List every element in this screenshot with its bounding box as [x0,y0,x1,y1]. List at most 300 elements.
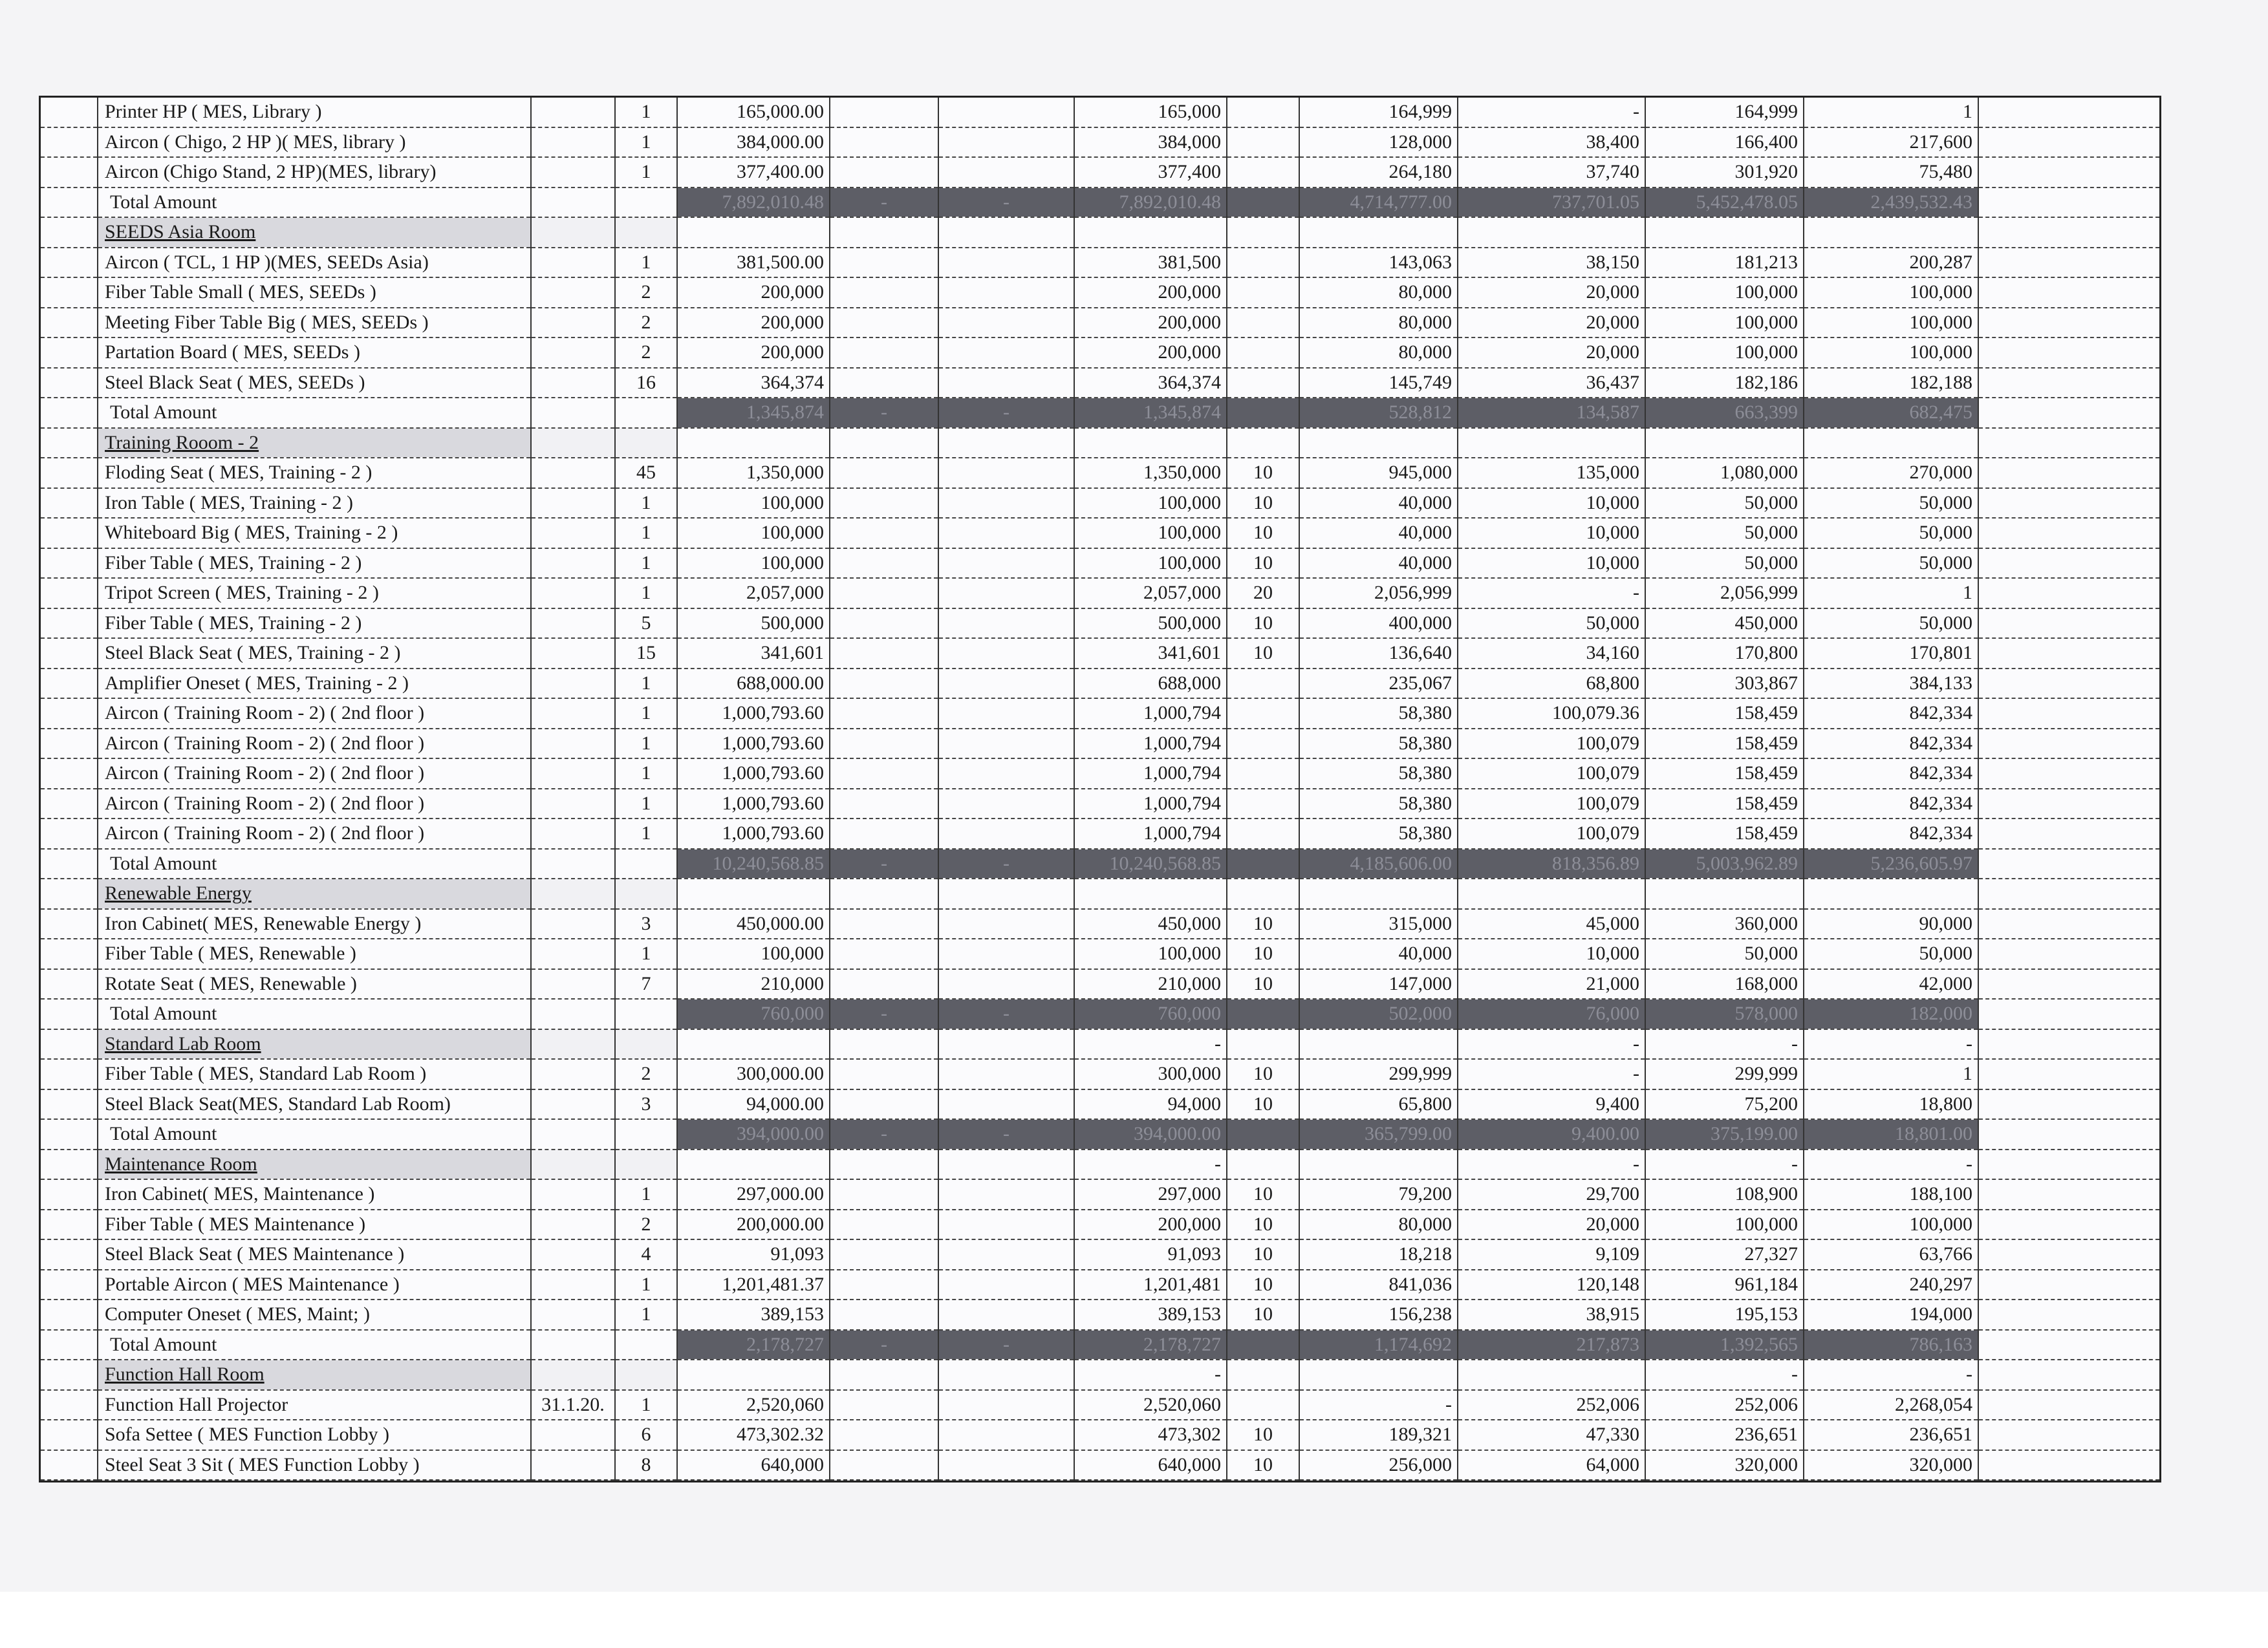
cell-date [531,1360,615,1390]
table-row [41,368,2159,398]
cell-name: Computer Oneset ( MES, Maint; ) [98,1300,531,1330]
cell-c6: - [938,187,1074,218]
cell-c6 [938,1059,1074,1089]
cell-blank [1978,1059,2159,1089]
cell-blank [1978,1150,2159,1180]
cell-nbv: - [1804,1150,1978,1180]
cell-total-dep: 158,459 [1645,729,1804,759]
cell-accum: 136,640 [1299,638,1458,669]
cell-blank [1978,789,2159,819]
cell-qty: 1 [615,98,677,127]
cell-c5 [830,1360,938,1390]
cell-c6 [938,217,1074,248]
cell-c6 [938,157,1074,187]
cell-total-dep: 50,000 [1645,939,1804,969]
cell-nbv: 2,268,054 [1804,1390,1978,1420]
cell-blank [41,1119,98,1150]
cell-dep: 135,000 [1458,458,1645,488]
cell-total-dep: 158,459 [1645,758,1804,789]
cell-cost2: 394,000.00 [1074,1119,1227,1150]
cell-total-dep: 100,000 [1645,337,1804,368]
cell-nbv: 100,000 [1804,1210,1978,1240]
cell-c5 [830,1029,938,1060]
cell-blank [41,1390,98,1420]
cell-qty: 2 [615,1059,677,1089]
table-row [41,1300,2159,1330]
cell-total-dep: 27,327 [1645,1239,1804,1270]
cell-c6 [938,578,1074,608]
cell-rate [1227,879,1299,909]
table-row [41,1059,2159,1089]
cell-cost: 165,000.00 [677,98,830,127]
cell-c6 [938,277,1074,308]
cell-qty: 1 [615,1390,677,1420]
cell-nbv: 236,651 [1804,1420,1978,1450]
cell-c5 [830,939,938,969]
cell-nbv: 217,600 [1804,127,1978,158]
cell-blank [1978,909,2159,939]
cell-blank [1978,1029,2159,1060]
cell-c6: - [938,1119,1074,1150]
cell-rate: 10 [1227,608,1299,639]
table-row [41,1239,2159,1270]
cell-rate: 10 [1227,1059,1299,1089]
cell-dep: 9,109 [1458,1239,1645,1270]
cell-blank [41,1179,98,1210]
cell-c5 [830,127,938,158]
cell-date [531,789,615,819]
asset-table [41,98,2159,1481]
cell-dep: 64,000 [1458,1450,1645,1481]
cell-date [531,969,615,1000]
cell-rate [1227,308,1299,338]
cell-cost: 389,153 [677,1300,830,1330]
cell-dep: 10,000 [1458,488,1645,519]
cell-qty: 1 [615,488,677,519]
table-row [41,127,2159,158]
cell-cost: 1,000,793.60 [677,789,830,819]
cell-blank [41,909,98,939]
cell-cost: 91,093 [677,1239,830,1270]
table-row [41,488,2159,519]
cell-name: Total Amount [98,1119,531,1150]
cell-cost: 1,000,793.60 [677,819,830,849]
cell-total-dep: 195,153 [1645,1300,1804,1330]
cell-rate: 10 [1227,518,1299,548]
cell-dep: 100,079 [1458,729,1645,759]
cell-dep: 68,800 [1458,669,1645,699]
cell-c5 [830,1390,938,1420]
cell-blank [41,518,98,548]
table-row [41,669,2159,699]
cell-nbv: 100,000 [1804,337,1978,368]
cell-qty [615,849,677,879]
cell-date [531,1420,615,1450]
cell-blank [41,1059,98,1089]
cell-rate: 10 [1227,548,1299,579]
cell-date [531,368,615,398]
cell-rate [1227,1150,1299,1180]
cell-c6 [938,1210,1074,1240]
cell-cost2: 1,000,794 [1074,819,1227,849]
cell-blank [41,1270,98,1300]
cell-c5 [830,789,938,819]
cell-cost: 100,000 [677,939,830,969]
cell-qty [615,999,677,1029]
cell-name: Total Amount [98,999,531,1029]
cell-name: Printer HP ( MES, Library ) [98,98,531,127]
cell-dep: 20,000 [1458,277,1645,308]
cell-c5 [830,1270,938,1300]
cell-cost2: - [1074,1029,1227,1060]
cell-rate [1227,277,1299,308]
cell-c5 [830,758,938,789]
cell-blank [1978,98,2159,127]
cell-c5 [830,458,938,488]
cell-date [531,999,615,1029]
cell-total-dep [1645,879,1804,909]
cell-date [531,819,615,849]
total-row [41,398,2159,428]
cell-c5 [830,98,938,127]
cell-blank [1978,669,2159,699]
cell-nbv: - [1804,1360,1978,1390]
cell-c5 [830,368,938,398]
cell-nbv: 2,439,532.43 [1804,187,1978,218]
total-row [41,1119,2159,1150]
cell-rate [1227,187,1299,218]
cell-date [531,308,615,338]
cell-name: Steel Black Seat ( MES, SEEDs ) [98,368,531,398]
cell-blank [41,608,98,639]
cell-accum: 80,000 [1299,277,1458,308]
cell-blank [41,1330,98,1360]
cell-c5 [830,1210,938,1240]
cell-name: Iron Cabinet( MES, Renewable Energy ) [98,909,531,939]
cell-rate [1227,1360,1299,1390]
cell-nbv: 50,000 [1804,608,1978,639]
cell-blank [1978,458,2159,488]
cell-qty: 1 [615,939,677,969]
cell-cost2: 381,500 [1074,248,1227,278]
cell-c5 [830,578,938,608]
cell-c6 [938,1420,1074,1450]
cell-dep: 38,150 [1458,248,1645,278]
cell-cost: 377,400.00 [677,157,830,187]
cell-cost: 200,000 [677,337,830,368]
cell-accum: 58,380 [1299,819,1458,849]
cell-name: Fiber Table ( MES, Training - 2 ) [98,548,531,579]
cell-nbv: 1 [1804,1059,1978,1089]
cell-rate: 10 [1227,488,1299,519]
table-row [41,909,2159,939]
cell-cost2: 200,000 [1074,1210,1227,1240]
cell-c6 [938,939,1074,969]
cell-dep: 100,079 [1458,819,1645,849]
cell-c6 [938,608,1074,639]
cell-c5 [830,337,938,368]
table-row [41,548,2159,579]
cell-nbv [1804,879,1978,909]
cell-nbv: 270,000 [1804,458,1978,488]
cell-blank [1978,939,2159,969]
cell-cost: 100,000 [677,548,830,579]
cell-qty [615,1119,677,1150]
cell-cost: 2,520,060 [677,1390,830,1420]
cell-rate: 10 [1227,458,1299,488]
cell-qty: 2 [615,277,677,308]
section-header-row [41,428,2159,458]
cell-c5 [830,1420,938,1450]
cell-blank [41,428,98,458]
cell-c6 [938,1360,1074,1390]
cell-c6 [938,969,1074,1000]
cell-nbv: 42,000 [1804,969,1978,1000]
cell-date [531,909,615,939]
cell-dep: 34,160 [1458,638,1645,669]
cell-total-dep [1645,428,1804,458]
cell-name: Function Hall Room [98,1360,531,1390]
cell-rate: 10 [1227,638,1299,669]
cell-cost [677,1150,830,1180]
cell-blank [1978,879,2159,909]
cell-accum: 945,000 [1299,458,1458,488]
cell-qty [615,187,677,218]
cell-cost2: 1,000,794 [1074,698,1227,729]
cell-c5 [830,638,938,669]
cell-dep: 21,000 [1458,969,1645,1000]
cell-date [531,1210,615,1240]
cell-cost2: 364,374 [1074,368,1227,398]
cell-name: Portable Aircon ( MES Maintenance ) [98,1270,531,1300]
cell-date [531,638,615,669]
cell-c6: - [938,1330,1074,1360]
cell-accum: 156,238 [1299,1300,1458,1330]
cell-nbv: - [1804,1029,1978,1060]
cell-date [531,1330,615,1360]
cell-dep: 20,000 [1458,308,1645,338]
table-row [41,729,2159,759]
cell-blank [1978,1420,2159,1450]
cell-c5 [830,1300,938,1330]
cell-qty: 4 [615,1239,677,1270]
cell-cost2: 2,057,000 [1074,578,1227,608]
cell-qty: 1 [615,729,677,759]
cell-blank [1978,488,2159,519]
cell-dep: 100,079.36 [1458,698,1645,729]
cell-total-dep: 236,651 [1645,1420,1804,1450]
cell-name: Total Amount [98,849,531,879]
cell-rate: 20 [1227,578,1299,608]
cell-c6 [938,638,1074,669]
cell-date [531,669,615,699]
cell-nbv: 240,297 [1804,1270,1978,1300]
section-header-row [41,217,2159,248]
cell-cost2: 1,350,000 [1074,458,1227,488]
cell-name: Whiteboard Big ( MES, Training - 2 ) [98,518,531,548]
cell-total-dep: 299,999 [1645,1059,1804,1089]
cell-nbv [1804,428,1978,458]
cell-c5 [830,1179,938,1210]
cell-accum: - [1299,1390,1458,1420]
cell-nbv: 842,334 [1804,729,1978,759]
cell-total-dep: 158,459 [1645,819,1804,849]
cell-nbv: 100,000 [1804,277,1978,308]
cell-c6 [938,248,1074,278]
cell-rate [1227,217,1299,248]
cell-blank [1978,849,2159,879]
cell-c5 [830,909,938,939]
cell-nbv: 75,480 [1804,157,1978,187]
cell-blank [41,849,98,879]
cell-c5 [830,729,938,759]
cell-qty: 1 [615,669,677,699]
section-header-row [41,1029,2159,1060]
section-header-row [41,1150,2159,1180]
cell-dep: - [1458,1150,1645,1180]
cell-date [531,1089,615,1120]
table-row [41,1179,2159,1210]
cell-blank [41,669,98,699]
cell-name: Aircon (Chigo Stand, 2 HP)(MES, library) [98,157,531,187]
cell-blank [1978,157,2159,187]
cell-cost: 100,000 [677,518,830,548]
cell-cost2: 200,000 [1074,337,1227,368]
cell-rate: 10 [1227,1089,1299,1120]
cell-date [531,1029,615,1060]
cell-c5 [830,248,938,278]
cell-rate [1227,669,1299,699]
cell-c6 [938,308,1074,338]
cell-dep: - [1458,578,1645,608]
cell-blank [1978,1119,2159,1150]
cell-date [531,127,615,158]
total-row [41,187,2159,218]
cell-accum: 58,380 [1299,729,1458,759]
cell-qty: 1 [615,1270,677,1300]
cell-blank [41,819,98,849]
cell-c5 [830,608,938,639]
cell-nbv: 842,334 [1804,698,1978,729]
cell-c6 [938,368,1074,398]
cell-total-dep: 50,000 [1645,518,1804,548]
cell-name: Sofa Settee ( MES Function Lobby ) [98,1420,531,1450]
cell-qty: 7 [615,969,677,1000]
cell-total-dep: 301,920 [1645,157,1804,187]
cell-blank [41,398,98,428]
cell-total-dep: 961,184 [1645,1270,1804,1300]
cell-name: Aircon ( Training Room - 2) ( 2nd floor ) [98,729,531,759]
table-row [41,308,2159,338]
table-row [41,939,2159,969]
cell-cost: 394,000.00 [677,1119,830,1150]
cell-total-dep: 1,392,565 [1645,1330,1804,1360]
cell-rate: 10 [1227,909,1299,939]
cell-dep [1458,1360,1645,1390]
cell-date [531,1059,615,1089]
cell-accum: 264,180 [1299,157,1458,187]
cell-dep: - [1458,1059,1645,1089]
cell-cost: 500,000 [677,608,830,639]
cell-cost [677,1029,830,1060]
cell-dep: 10,000 [1458,939,1645,969]
cell-accum: 147,000 [1299,969,1458,1000]
cell-name: Fiber Table ( MES Maintenance ) [98,1210,531,1240]
cell-blank [1978,428,2159,458]
cell-blank [1978,1179,2159,1210]
cell-accum [1299,879,1458,909]
cell-cost2: 10,240,568.85 [1074,849,1227,879]
cell-nbv: 1 [1804,578,1978,608]
cell-dep [1458,428,1645,458]
cell-date [531,458,615,488]
cell-total-dep: 360,000 [1645,909,1804,939]
table-row [41,608,2159,639]
cell-date [531,277,615,308]
cell-total-dep: 100,000 [1645,308,1804,338]
cell-c6 [938,548,1074,579]
cell-accum: 40,000 [1299,939,1458,969]
cell-nbv: 63,766 [1804,1239,1978,1270]
cell-blank [41,1029,98,1060]
cell-dep: 47,330 [1458,1420,1645,1450]
cell-date [531,698,615,729]
cell-cost2: 760,000 [1074,999,1227,1029]
cell-qty: 1 [615,157,677,187]
cell-nbv: 1 [1804,98,1978,127]
cell-date [531,1450,615,1481]
cell-cost: 364,374 [677,368,830,398]
cell-total-dep: 182,186 [1645,368,1804,398]
cell-cost [677,1360,830,1390]
cell-qty: 1 [615,819,677,849]
cell-dep: 100,079 [1458,789,1645,819]
cell-name: Fiber Table Small ( MES, SEEDs ) [98,277,531,308]
cell-qty: 1 [615,548,677,579]
cell-accum: 528,812 [1299,398,1458,428]
cell-c5: - [830,849,938,879]
cell-accum [1299,428,1458,458]
cell-cost2: 100,000 [1074,488,1227,519]
cell-cost: 760,000 [677,999,830,1029]
cell-blank [1978,1390,2159,1420]
cell-total-dep: - [1645,1360,1804,1390]
cell-qty: 1 [615,1300,677,1330]
cell-accum: 502,000 [1299,999,1458,1029]
cell-name: Steel Black Seat ( MES, Training - 2 ) [98,638,531,669]
cell-cost2 [1074,217,1227,248]
cell-cost2: 1,201,481 [1074,1270,1227,1300]
cell-cost: 2,057,000 [677,578,830,608]
cell-c6 [938,909,1074,939]
cell-name: Floding Seat ( MES, Training - 2 ) [98,458,531,488]
cell-cost: 473,302.32 [677,1420,830,1450]
total-row [41,999,2159,1029]
cell-rate [1227,98,1299,127]
cell-c5 [830,1450,938,1481]
cell-blank [1978,1239,2159,1270]
cell-name: Aircon ( Training Room - 2) ( 2nd floor ) [98,698,531,729]
cell-qty: 16 [615,368,677,398]
cell-nbv: 786,163 [1804,1330,1978,1360]
cell-cost: 450,000.00 [677,909,830,939]
cell-blank [41,1089,98,1120]
cell-nbv: 5,236,605.97 [1804,849,1978,879]
cell-rate [1227,819,1299,849]
cell-nbv: 50,000 [1804,488,1978,519]
cell-accum: 164,999 [1299,98,1458,127]
cell-c5 [830,548,938,579]
